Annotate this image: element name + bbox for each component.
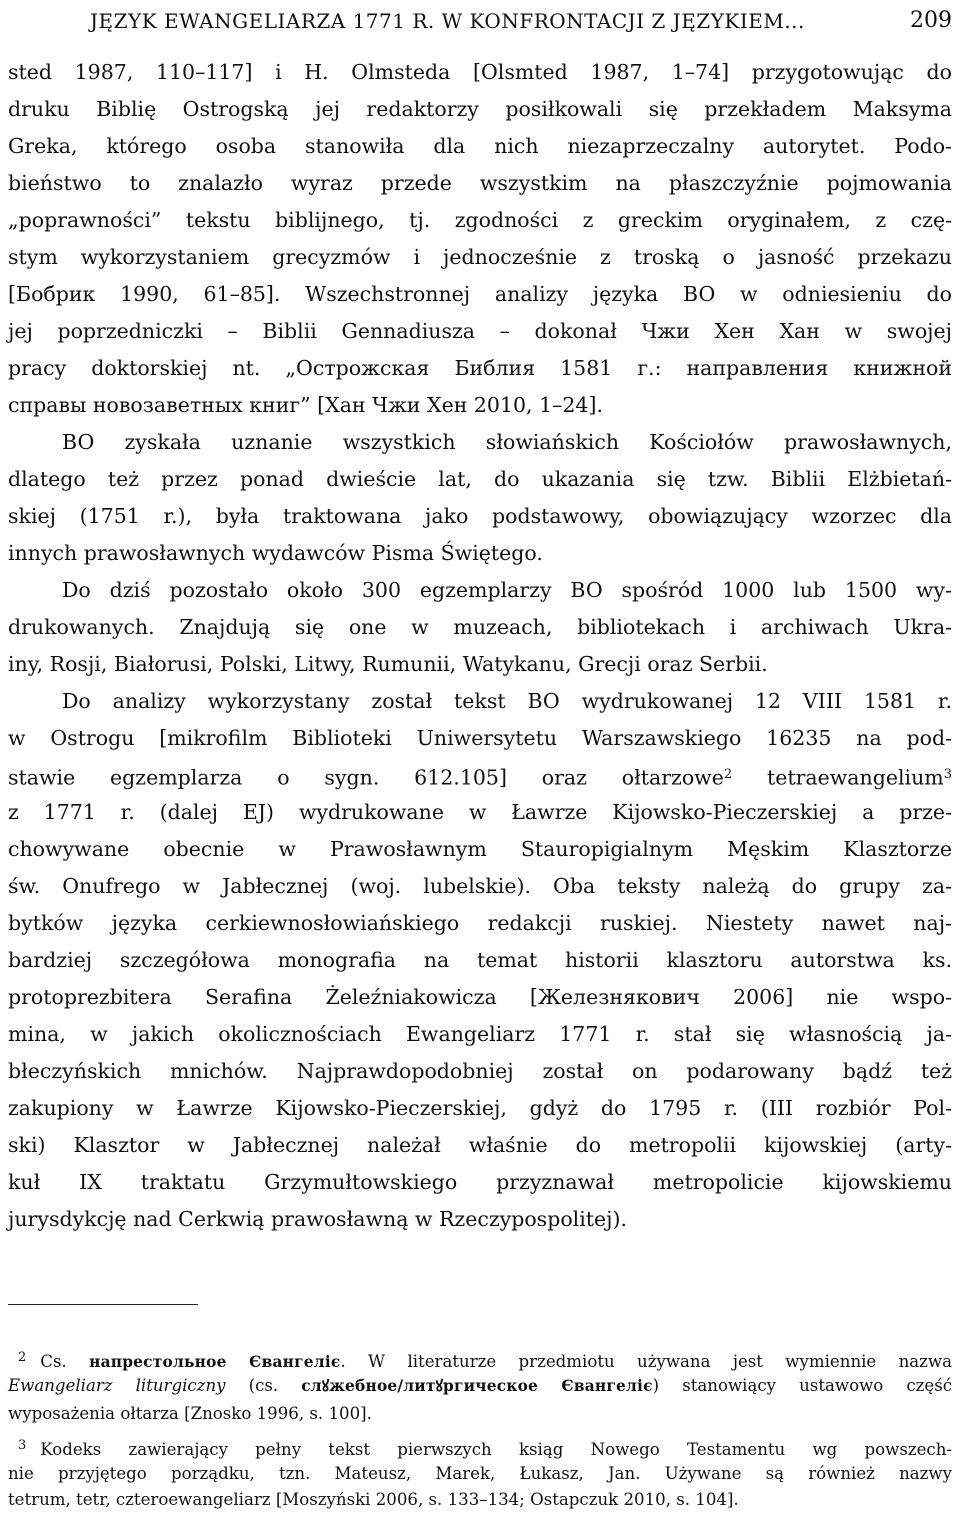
body-line: skiej (1751 r.), była traktowana jako podstawowy, obowiązujący wzorzec dla xyxy=(8,504,952,528)
footnote-2-line: wyposażenia ołtarza [Znosko 1996, s. 100]. xyxy=(8,1404,372,1423)
body-line: w Ostrogu [mikrofilm Biblioteki Uniwersytetu Warszawskiego 16235 na pod- xyxy=(8,726,952,750)
document-page xyxy=(8,0,952,1511)
body-line-text: stawie egzemplarza o sygn. 612.105] oraz ołtarzowe xyxy=(8,765,724,790)
body-line: błeczyńskich mnichów. Najprawdopodobniej został on podarowany bądź też xyxy=(8,1059,952,1083)
footnote-text: Cs. xyxy=(40,1351,90,1371)
footnote-3-line: nie przyjętego porządku, tzn. Mateusz, Marek, Łukasz, Jan. Używane są również nazwy xyxy=(8,1464,952,1483)
footnote-text: Kodeks zawierający pełny tekst pierwszych ksiąg Nowego Testamentu wg powszech- xyxy=(40,1439,952,1459)
footnote-3-line: tetrum, tetr, czteroewangeliarz [Moszyński 2006, s. 133–134; Ostapczuk 2010, s. 104]. xyxy=(8,1490,739,1509)
body-line: z 1771 r. (dalej EJ) wydrukowane w Ławrze Kijowsko-Pieczerskiej a prze- xyxy=(8,800,952,824)
footnote-text: ) stanowiący ustawowo część xyxy=(652,1376,952,1395)
body-line: iny, Rosji, Białorusi, Polski, Litwy, Rumunii, Watykanu, Grecji oraz Serbii. xyxy=(8,652,768,676)
body-line: bieństwo to znalazło wyraz przede wszystkim na płaszczyźnie pojmowania xyxy=(8,171,952,195)
body-line: jej poprzedniczki – Biblii Gennadiusza – dokonał Чжи Хен Хан w swojej xyxy=(8,319,952,343)
body-line: stym wykorzystaniem grecyzmów i jednocześnie z troską o jasność przekazu xyxy=(8,245,952,269)
church-slavonic-term: слꙋжебное/литꙋргическое Євангеліє xyxy=(301,1377,653,1395)
body-line: sted 1987, 110–117] i H. Olmsteda [Olsmted 1987, 1–74] przygotowując do xyxy=(8,60,952,84)
body-line: protoprezbitera Serafina Żeleźniakowicza [Железнякович 2006] nie wspo- xyxy=(8,985,952,1009)
body-line: „poprawności” tekstu biblijnego, tj. zgodności z greckim oryginałem, z czę- xyxy=(8,208,952,232)
body-line-text: tetraewangelium xyxy=(732,765,944,790)
footnote-ref-3[interactable]: 3 xyxy=(943,767,952,782)
body-line: Do dziś pozostało około 300 egzemplarzy BO spośród 1000 lub 1500 wy- xyxy=(62,578,952,602)
body-line: Greka, którego osoba stanowiła dla nich niezaprzeczalny autorytet. Podo- xyxy=(8,134,952,158)
footnote-text: . W literaturze przedmiotu używana jest wymiennie nazwa xyxy=(340,1351,953,1371)
body-line: jurysdykcję nad Cerkwią prawosławną w Rzeczypospolitej). xyxy=(8,1207,628,1231)
footnote-ref-2[interactable]: 2 xyxy=(723,767,733,782)
body-line: [Бобрик 1990, 61–85]. Wszechstronnej analizy języka BO w odniesieniu do xyxy=(8,282,952,306)
body-line: BO zyskała uznanie wszystkich słowiańskich Kościołów prawosławnych, xyxy=(62,430,952,454)
running-head-title: JĘZYK EWANGELIARZA 1771 R. W KONFRONTACJI Z JĘZYKIEM... xyxy=(90,9,805,33)
footnote-rule xyxy=(8,1304,198,1305)
body-line: bytków języka cerkiewnosłowiańskiego redakcji ruskiej. Niestety nawet naj- xyxy=(8,911,952,935)
body-line: dlatego też przez ponad dwieście lat, do ukazania się tzw. Biblii Elżbietań- xyxy=(8,467,952,491)
church-slavonic-term: напрестольное Євангеліє xyxy=(89,1352,341,1371)
body-line: Do analizy wykorzystany został tekst BO wydrukowanej 12 VIII 1581 r. xyxy=(62,689,952,713)
footnote-2-line xyxy=(8,1372,952,1400)
footnote-2 xyxy=(8,1344,952,1372)
footnote-3 xyxy=(8,1432,952,1460)
body-line: ski) Klasztor w Jabłecznej należał właśnie do metropolii kijowskiej (arty- xyxy=(8,1133,952,1157)
body-line: drukowanych. Znajdują się one w muzeach, bibliotekach i archiwach Ukra- xyxy=(8,615,952,639)
body-line: справы новозаветных книг” [Хан Чжи Хен 2010, 1–24]. xyxy=(8,393,603,417)
footnote-text: (cs. xyxy=(225,1376,302,1395)
body-line: kuł IX traktatu Grzymułtowskiego przyznawał metropolicie kijowskiemu xyxy=(8,1170,952,1194)
body-line: druku Biblię Ostrogską jej redaktorzy posiłkowali się przekładem Maksyma xyxy=(8,97,952,121)
body-line: mina, w jakich okolicznościach Ewangeliarz 1771 r. stał się własnością ja- xyxy=(8,1022,952,1046)
body-line: św. Onufrego w Jabłecznej (woj. lubelskie). Oba teksty należą do grupy za- xyxy=(8,874,952,898)
body-line xyxy=(8,759,952,791)
body-line: chowywane obecnie w Prawosławnym Stauropigialnym Męskim Klasztorze xyxy=(8,837,952,861)
body-line: pracy doktorskiej nt. „Острожская Библия 1581 г.: направления книжной xyxy=(8,356,952,380)
body-line: innych prawosławnych wydawców Pisma Świętego. xyxy=(8,541,543,565)
body-line: zakupiony w Ławrze Kijowsko-Pieczerskiej, gdyż do 1795 r. (III rozbiór Pol- xyxy=(8,1096,952,1120)
footnote-italic-term: Ewangeliarz liturgiczny xyxy=(8,1376,226,1395)
footnote-mark: 2 xyxy=(18,1350,27,1365)
running-head xyxy=(8,4,952,38)
footnote-mark: 3 xyxy=(18,1438,27,1453)
body-line: bardziej szczegółowa monografia na temat historii klasztoru autorstwa ks. xyxy=(8,948,952,972)
page-number: 209 xyxy=(910,8,952,33)
